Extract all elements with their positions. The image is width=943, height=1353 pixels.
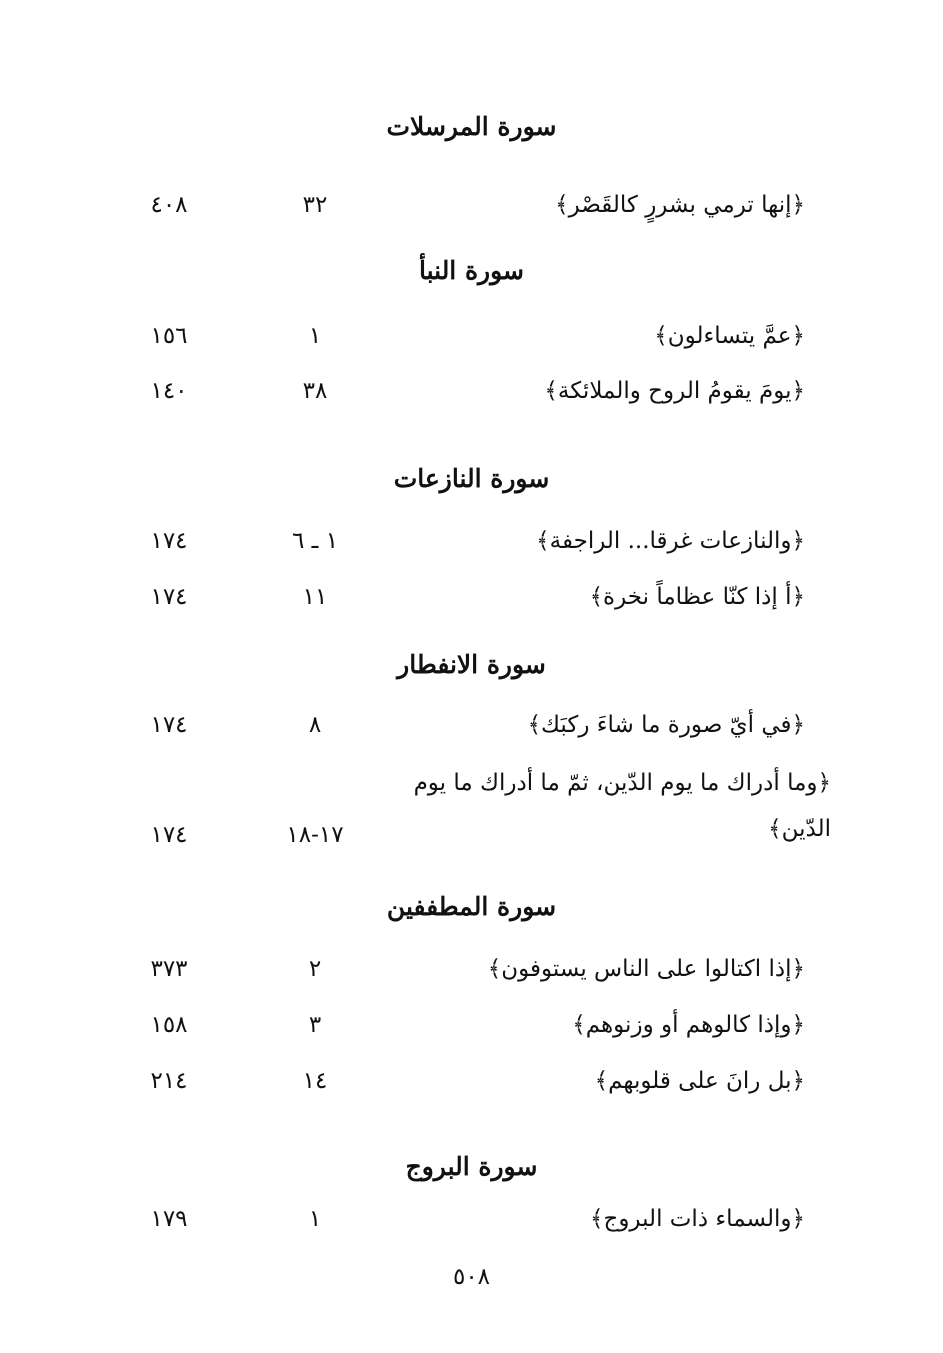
page-reference: ١٥٦ <box>150 323 188 349</box>
surah-heading: سورة النبأ <box>418 256 524 285</box>
verse-text: ﴿والسماء ذات البروج﴾ <box>590 1206 805 1232</box>
page-reference: ٤٠٨ <box>150 192 188 218</box>
page-reference: ٣٧٣ <box>150 956 188 982</box>
verse-text: ﴿يومَ يقومُ الروح والملائكة﴾ <box>544 378 805 404</box>
ayah-number: ١٧-١٨ <box>286 822 344 848</box>
page-number: ٥٠٨ <box>452 1264 491 1290</box>
ayah-number: ٣٢ <box>302 192 328 218</box>
surah-heading: سورة النازعات <box>393 464 550 493</box>
page-reference: ٢١٤ <box>150 1068 188 1094</box>
ayah-number: ١٤ <box>302 1068 328 1094</box>
verse-text: ﴿إذا اكتالوا على الناس يستوفون﴾ <box>487 956 805 982</box>
verse-text: ﴿في أيّ صورة ما شاءَ ركبَك﴾ <box>527 712 805 738</box>
page-reference: ١٤٠ <box>150 378 188 404</box>
surah-heading: سورة المرسلات <box>386 112 557 141</box>
surah-heading: سورة البروج <box>405 1152 538 1181</box>
ayah-number: ١ <box>308 323 322 349</box>
verse-text: ﴿بل رانَ على قلوبهم﴾ <box>594 1068 805 1094</box>
page-reference: ١٥٨ <box>150 1012 188 1038</box>
verse-text: ﴿إنها ترمي بشررٍ كالقَصْر﴾ <box>555 192 805 218</box>
ayah-number: ١١ <box>302 584 328 610</box>
surah-heading: سورة المطففين <box>386 892 557 921</box>
ayah-number: ٢ <box>308 956 322 982</box>
verse-text: ﴿والنازعات غرقا... الراجفة﴾ <box>536 528 805 554</box>
surah-heading: سورة الانفطار <box>397 650 546 679</box>
page-reference: ١٧٤ <box>150 584 188 610</box>
verse-text: ﴿عمَّ يتساءلون﴾ <box>654 323 805 349</box>
page-reference: ١٧٤ <box>150 528 188 554</box>
ayah-number: ١ <box>308 1206 322 1232</box>
verse-text: ﴿وما أدراك ما يوم الدّين، ثمّ ما أدراك ما يوم الدّين﴾ <box>413 770 831 842</box>
ayah-number: ٨ <box>308 712 322 738</box>
page-reference: ١٧٩ <box>150 1206 188 1232</box>
ayah-number: ٣ <box>308 1012 322 1038</box>
ayah-number: ٣٨ <box>302 378 328 404</box>
page-reference: ١٧٤ <box>150 712 188 738</box>
verse-text: ﴿أ إذا كنّا عظاماً نخرة﴾ <box>589 584 805 610</box>
verse-text: ﴿وإذا كالوهم أو وزنوهم﴾ <box>572 1012 805 1038</box>
page-reference: ١٧٤ <box>150 822 188 848</box>
ayah-number: ١ ـ ٦ <box>291 528 339 554</box>
